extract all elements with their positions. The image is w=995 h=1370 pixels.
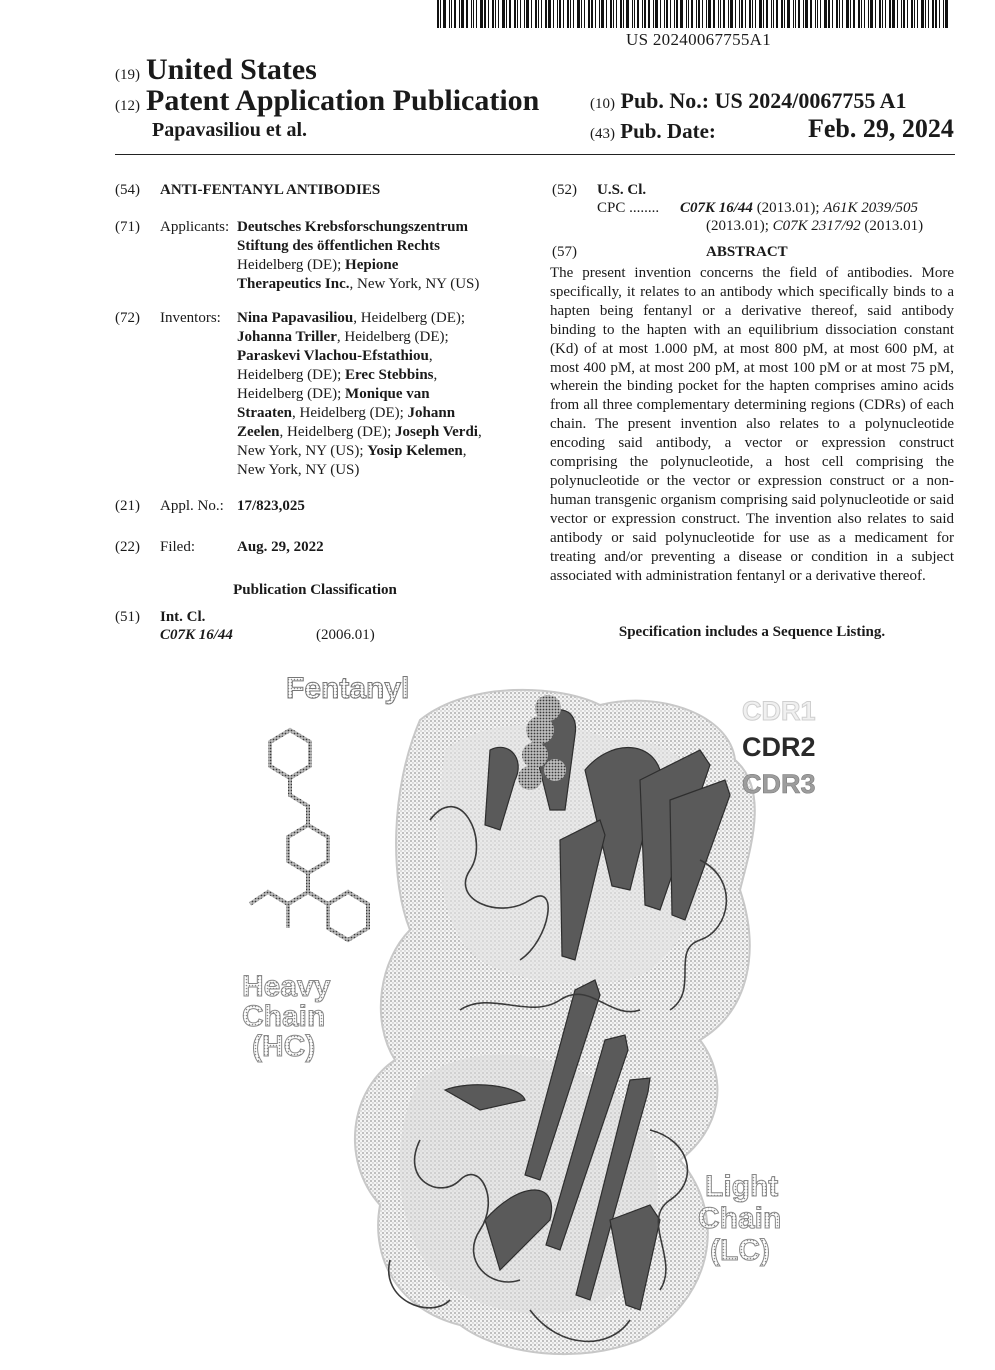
intcl-code: (51) xyxy=(115,609,140,625)
barcode-bar xyxy=(466,0,468,28)
barcode-bar xyxy=(655,0,658,28)
inventor-name: Johann xyxy=(407,405,456,421)
barcode-bar xyxy=(488,0,489,28)
abstract-heading: ABSTRACT xyxy=(706,244,788,260)
barcode-bar xyxy=(666,0,668,28)
invention-title: ANTI-FENTANYL ANTIBODIES xyxy=(160,182,381,198)
barcode-bar xyxy=(502,0,505,28)
barcode-bar xyxy=(634,0,635,28)
barcode-bar xyxy=(907,0,908,28)
antibody-structure-figure xyxy=(230,660,870,1360)
appl-number: 17/823,025 xyxy=(237,498,305,514)
applicants-code: (71) xyxy=(115,219,140,235)
barcode-bar xyxy=(858,0,860,28)
barcode-bar xyxy=(595,0,596,28)
barcode-bar xyxy=(443,0,446,28)
barcode-bar xyxy=(492,0,494,28)
barcode-bar xyxy=(766,0,768,28)
barcode-bar xyxy=(868,0,869,28)
barcode-bar xyxy=(660,0,661,28)
code-12: (12) xyxy=(115,98,140,114)
barcode-bar xyxy=(601,0,604,28)
barcode-bar xyxy=(897,0,898,28)
inventor-location: New York, NY (US) xyxy=(237,462,360,478)
barcode-bar xyxy=(728,0,729,28)
barcode-bar xyxy=(610,0,612,28)
barcode-bar xyxy=(824,0,827,28)
barcode-bar xyxy=(520,0,521,28)
barcode-bar xyxy=(776,0,778,28)
barcode-bar xyxy=(653,0,654,28)
barcode-bar xyxy=(817,0,818,28)
code-19: (19) xyxy=(115,67,140,83)
applicant-1-name-cont: Stiftung des öffentlichen Rechts xyxy=(237,238,440,254)
barcode-bar xyxy=(713,0,715,28)
inventors-code: (72) xyxy=(115,310,140,326)
light-chain-label-line3: (LC) xyxy=(710,1234,770,1267)
barcode-bar xyxy=(921,0,924,28)
uscl-code: (52) xyxy=(552,182,577,198)
heavy-chain-label-line1: Heavy xyxy=(242,970,331,1003)
pub-number-label: Pub. No.: xyxy=(620,88,710,113)
barcode-bar xyxy=(680,0,683,28)
filed-label: Filed: xyxy=(160,539,196,555)
barcode-bar xyxy=(861,0,862,28)
barcode-bar xyxy=(632,0,633,28)
barcode-bar xyxy=(440,0,441,28)
barcode-bar xyxy=(541,0,542,28)
barcode-bar xyxy=(914,0,915,28)
barcode-bar xyxy=(752,0,753,28)
barcode-bar xyxy=(805,0,808,28)
light-chain-label-line1: Light xyxy=(705,1170,779,1203)
barcode-bar xyxy=(570,0,571,28)
barcode-bar xyxy=(755,0,756,28)
barcode-bar xyxy=(526,0,529,28)
barcode-bar xyxy=(749,0,751,28)
barcode-bar xyxy=(480,0,483,28)
barcode-bar xyxy=(451,0,452,28)
inventor-location: , Heidelberg (DE); xyxy=(279,424,392,440)
heavy-chain-label-line3: (HC) xyxy=(252,1030,316,1063)
code-43: (43) xyxy=(590,126,615,142)
barcode-bar xyxy=(839,0,840,28)
cpc-date: (2013.01); xyxy=(706,218,773,234)
cpc-label: CPC ........ xyxy=(597,200,660,216)
inventor-punct: , xyxy=(428,348,433,364)
barcode-number: US 20240067755A1 xyxy=(626,30,772,49)
barcode-bar xyxy=(459,0,460,28)
barcode-bar xyxy=(548,0,551,28)
barcode-bar xyxy=(584,0,585,28)
barcode-bar xyxy=(524,0,525,28)
barcode-bar xyxy=(454,0,456,28)
barcode-bar xyxy=(739,0,740,28)
cdr3-label: CDR3 xyxy=(742,769,816,799)
applicants-label: Applicants: xyxy=(160,219,230,235)
inventor-location: , Heidelberg (DE); xyxy=(292,405,404,421)
barcode-bar xyxy=(535,0,537,28)
authors: Papavasiliou et al. xyxy=(152,119,308,141)
abstract-code: (57) xyxy=(552,244,577,260)
barcode-bar xyxy=(495,0,496,28)
barcode-bar xyxy=(484,0,486,28)
barcode-bar xyxy=(846,0,849,28)
barcode-bar xyxy=(741,0,743,28)
barcode-bar xyxy=(925,0,926,28)
barcode-bar xyxy=(691,0,693,28)
barcode-bar xyxy=(591,0,593,28)
applicant-2-location: , New York, NY (US) xyxy=(349,276,480,292)
barcode-bar xyxy=(943,0,944,28)
appl-code: (21) xyxy=(115,498,140,514)
applicant-1-location: Heidelberg (DE); xyxy=(237,257,342,273)
barcode-bar xyxy=(588,0,590,28)
title-code: (54) xyxy=(115,182,140,198)
pub-date: Feb. 29, 2024 xyxy=(808,114,954,143)
inventors-list xyxy=(237,309,537,480)
header-divider xyxy=(115,154,955,155)
publication-classification: Publication Classification xyxy=(233,582,397,598)
barcode-bar xyxy=(577,0,580,28)
barcode-bar xyxy=(911,0,913,28)
publication-type: Patent Application Publication xyxy=(146,84,540,117)
barcode-bar xyxy=(945,0,948,28)
heavy-chain-label-line2: Chain xyxy=(242,1000,326,1033)
barcode-bar xyxy=(461,0,464,28)
barcode-bar xyxy=(870,0,873,28)
appl-label: Appl. No.: xyxy=(160,498,224,514)
inventors-label: Inventors: xyxy=(160,310,221,326)
barcode-bar xyxy=(773,0,774,28)
intcl-class: C07K 16/44 xyxy=(160,627,233,643)
cpc-class: C07K 16/44 xyxy=(680,200,753,216)
inventor-name-cont: Straaten xyxy=(237,405,292,421)
barcode-bar xyxy=(889,0,891,28)
inventor-name: Erec Stebbins xyxy=(345,367,434,383)
fentanyl-structure xyxy=(250,730,368,940)
barcode-bar xyxy=(882,0,883,28)
cpc-classes-line1 xyxy=(680,199,918,218)
barcode-bar xyxy=(903,0,905,28)
barcode-bar xyxy=(702,0,703,28)
barcode-bar xyxy=(517,0,518,28)
inventor-location: , Heidelberg (DE); xyxy=(336,329,449,345)
barcode-bar xyxy=(670,0,671,28)
barcode-bar xyxy=(892,0,895,28)
cpc-date: (2013.01); xyxy=(752,200,824,216)
barcode-bar xyxy=(563,0,564,28)
barcode-bar xyxy=(836,0,838,28)
barcode-bar xyxy=(449,0,450,28)
barcode-bar xyxy=(820,0,821,28)
inventor-location: New York, NY (US); xyxy=(237,443,364,459)
barcode-bar xyxy=(531,0,532,28)
country-line xyxy=(115,53,317,87)
barcode-bar xyxy=(735,0,736,28)
inventor-name: Paraskevi Vlachou-Efstathiou xyxy=(237,348,429,364)
barcode-bar xyxy=(498,0,499,28)
cdr2-label: CDR2 xyxy=(742,732,816,762)
barcode-bar xyxy=(803,0,804,28)
barcode-bar xyxy=(853,0,855,28)
barcode-bar xyxy=(842,0,843,28)
barcode-bar xyxy=(832,0,833,28)
barcode-bar xyxy=(864,0,865,28)
barcode-bar xyxy=(509,0,511,28)
barcode-bar xyxy=(696,0,697,28)
barcode-bar xyxy=(771,0,772,28)
barcode-bar xyxy=(567,0,569,28)
barcode-bar xyxy=(613,0,614,28)
barcode-bar xyxy=(917,0,918,28)
barcode-bar xyxy=(879,0,881,28)
cpc-date: (2013.01) xyxy=(860,218,924,234)
barcode-bar xyxy=(793,0,794,28)
barcode-bar xyxy=(664,0,665,28)
barcode-bar xyxy=(437,0,439,28)
intcl-label: Int. Cl. xyxy=(160,609,206,625)
cpc-class: A61K 2039/505 xyxy=(823,200,918,216)
filed-code: (22) xyxy=(115,539,140,555)
pub-type-line xyxy=(115,84,539,118)
barcode-bar xyxy=(784,0,785,28)
inventor-name: Monique van xyxy=(345,386,430,402)
barcode-bar xyxy=(708,0,711,28)
inventor-name: Yosip Kelemen xyxy=(367,443,463,459)
barcode-bar xyxy=(642,0,643,28)
applicant-2-name-cont: Therapeutics Inc. xyxy=(237,276,350,292)
applicants-list xyxy=(237,218,537,294)
applicant-2-name: Hepione xyxy=(345,257,399,273)
barcode-bar xyxy=(698,0,700,28)
sequence-listing-note: Specification includes a Sequence Listing. xyxy=(618,624,886,640)
barcode-bar xyxy=(745,0,746,28)
barcode-bar xyxy=(637,0,639,28)
code-10: (10) xyxy=(590,96,615,112)
light-chain-label-line2: Chain xyxy=(698,1202,782,1235)
inventor-name: Joseph Verdi xyxy=(395,424,478,440)
barcode-bar xyxy=(815,0,816,28)
abstract-text: The present invention concerns the field of antibodies. More specifically, it relates to an antibody which specifically binds to a hapten being fentanyl or a derivative thereof, said antibody binding to the hapten with an equilibrium dissociation constant (Kd) of at most 1.000 pM, at most 800 pM, at most 600 pM, at most 400 pM, at most 200 pM, at most 100 pM or at most 75 pM, wherein the binding pocket for the hapten comprises amino acids from all three complementary determining regions (CDRs) of each chain. The present invention also relates to a polynucleotide encoding said antibody, a vector or expression construct comprising the polynucleotide, a host cell comprising the polynucleotide or the vector or expression construct or a non-human transgenic organism comprising said polynucleotide or said vector or expression construct. The invention also relates to said antibody or said polynucleotide for use as a medicament for treating and/or preventing a disease or condition in a subject associated with administration fentanyl or a derivative thereof. xyxy=(550,265,954,584)
pub-date-line xyxy=(590,119,716,144)
barcode-bar xyxy=(928,0,929,28)
inventor-name-cont: Zeelen xyxy=(237,424,280,440)
barcode-bar xyxy=(901,0,902,28)
barcode-bar xyxy=(599,0,600,28)
barcode-bar xyxy=(798,0,800,28)
barcode-bar xyxy=(473,0,474,28)
barcode-bar xyxy=(676,0,678,28)
barcode-bar xyxy=(553,0,554,28)
barcode-bar xyxy=(939,0,940,28)
barcode-bar xyxy=(730,0,733,28)
barcode-bar xyxy=(538,0,539,28)
barcode-bar xyxy=(644,0,646,28)
barcode-bar xyxy=(795,0,796,28)
barcode-bar xyxy=(763,0,764,28)
barcode-bar xyxy=(514,0,516,28)
inventor-location: Heidelberg (DE); xyxy=(237,367,342,383)
barcode-bar xyxy=(932,0,934,28)
barcode-bar xyxy=(875,0,876,28)
barcode-bar xyxy=(616,0,617,28)
pub-number: US 2024/0067755 A1 xyxy=(714,88,907,113)
inventor-punct: , xyxy=(433,367,438,383)
barcode-bar xyxy=(688,0,689,28)
inventor-location: , Heidelberg (DE); xyxy=(353,310,466,326)
barcode-bar xyxy=(720,0,721,28)
barcode-bar xyxy=(674,0,675,28)
barcode-bar xyxy=(559,0,561,28)
barcode-bar xyxy=(573,0,574,28)
applicant-1-name: Deutsches Krebsforschungszentrum xyxy=(237,219,468,235)
barcode-bar xyxy=(718,0,719,28)
barcode-bar xyxy=(828,0,830,28)
uscl-label: U.S. Cl. xyxy=(597,182,647,198)
barcode-bar xyxy=(557,0,558,28)
barcode-bar xyxy=(686,0,687,28)
barcode-bar xyxy=(606,0,607,28)
cpc-class: C07K 2317/92 xyxy=(772,218,861,234)
barcode xyxy=(437,0,955,28)
barcode-bar xyxy=(626,0,629,28)
barcode-bar xyxy=(759,0,762,28)
pub-date-label: Pub. Date: xyxy=(620,119,716,143)
filed-date: Aug. 29, 2022 xyxy=(237,539,324,555)
barcode-bar xyxy=(623,0,624,28)
inventor-name: Nina Papavasiliou xyxy=(237,310,354,326)
barcode-bar xyxy=(545,0,547,28)
barcode-bar xyxy=(850,0,851,28)
inventor-name: Johanna Triller xyxy=(237,329,337,345)
barcode-bar xyxy=(471,0,472,28)
country: United States xyxy=(146,53,317,86)
barcode-bar xyxy=(506,0,507,28)
barcode-bar xyxy=(476,0,477,28)
pub-number-line xyxy=(590,88,907,114)
barcode-bar xyxy=(620,0,622,28)
inventor-location: Heidelberg (DE); xyxy=(237,386,342,402)
barcode-bar xyxy=(648,0,650,28)
barcode-bar xyxy=(581,0,582,28)
fentanyl-label: Fentanyl xyxy=(286,672,410,705)
barcode-bar xyxy=(885,0,886,28)
barcode-bar xyxy=(787,0,790,28)
inventor-punct: , xyxy=(462,443,467,459)
cdr1-label: CDR1 xyxy=(742,696,816,726)
barcode-bar xyxy=(935,0,937,28)
inventor-punct: , xyxy=(477,424,482,440)
barcode-bar xyxy=(706,0,707,28)
barcode-bar xyxy=(781,0,783,28)
barcode-bar xyxy=(810,0,812,28)
cpc-classes-line2 xyxy=(706,217,923,236)
barcode-bar xyxy=(723,0,725,28)
intcl-date: (2006.01) xyxy=(316,627,375,643)
